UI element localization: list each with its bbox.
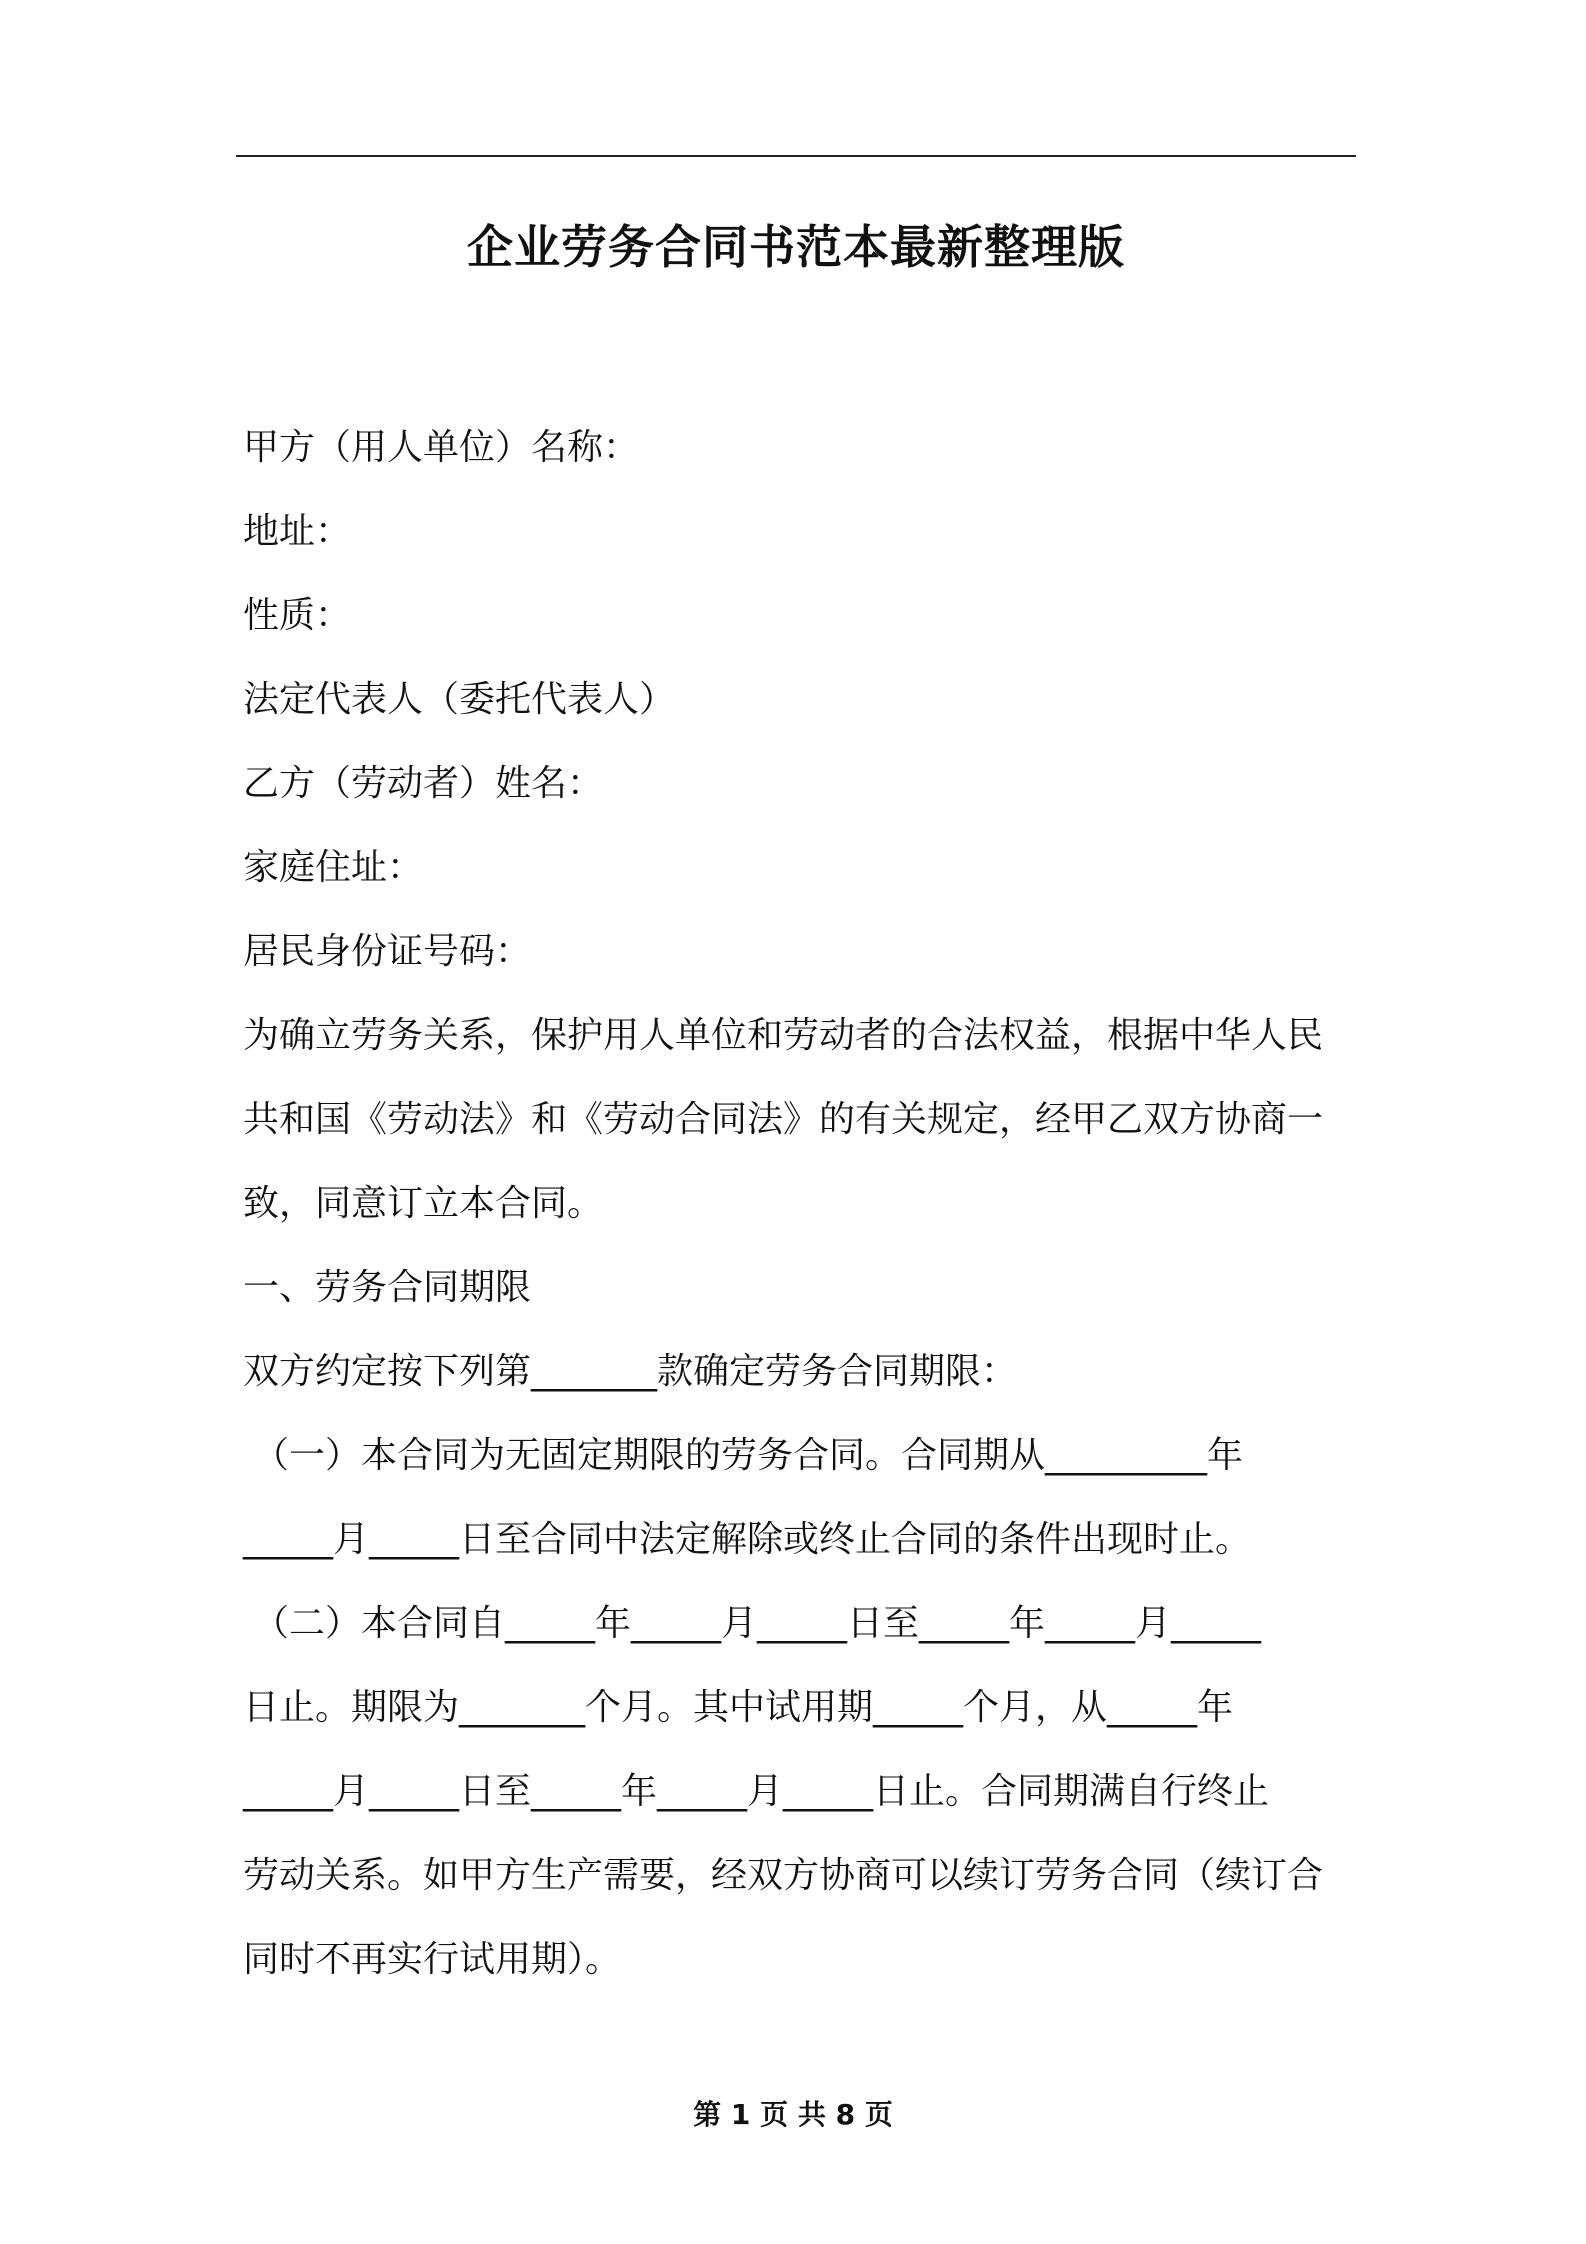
header-rule — [236, 155, 1356, 157]
page-number-footer: 第 1 页 共 8 页 — [693, 2098, 893, 2131]
id-number-line: 居民身份证号码： — [243, 931, 532, 972]
clause-two-line: 劳动关系。如甲方生产需要，经双方协商可以续订劳务合同（续订合 — [243, 1855, 1324, 1896]
document-title: 企业劳务合同书范本最新整理版 — [467, 220, 1125, 274]
section-heading: 一、劳务合同期限 — [243, 1267, 532, 1308]
clause-two-line: _____月_____日至_____年_____月_____日止。合同期满自行终止 — [243, 1771, 1270, 1812]
legal-representative-line: 法定代表人（委托代表人） — [243, 679, 676, 720]
preamble-line: 为确立劳务关系，保护用人单位和劳动者的合法权益，根据中华人民 — [243, 1015, 1324, 1056]
clause-two-line: 同时不再实行试用期）。 — [243, 1939, 622, 1980]
party-a-nature-line: 性质： — [243, 595, 352, 636]
party-b-name-line: 乙方（劳动者）姓名： — [243, 763, 604, 804]
document-body — [243, 406, 1358, 2002]
party-a-name-line: 甲方（用人单位）名称： — [243, 427, 640, 468]
home-address-line: 家庭住址： — [243, 847, 424, 888]
clause-one-line: _____月_____日至合同中法定解除或终止合同的条件出现时止。 — [243, 1519, 1252, 1560]
clause-one-line: （一）本合同为无固定期限的劳务合同。合同期从_________年 — [253, 1435, 1244, 1476]
clause-two-line: （二）本合同自_____年_____月_____日至_____年_____月_____ — [253, 1603, 1262, 1644]
party-a-address-line: 地址： — [243, 511, 352, 552]
preamble-line: 致，同意订立本合同。 — [243, 1183, 604, 1224]
clause-two-line: 日止。期限为_______个月。其中试用期_____个月，从_____年 — [243, 1687, 1234, 1728]
preamble-line: 共和国《劳动法》和《劳动合同法》的有关规定，经甲乙双方协商一 — [243, 1099, 1324, 1140]
term-selection-line: 双方约定按下列第_______款确定劳务合同期限： — [243, 1351, 1018, 1392]
